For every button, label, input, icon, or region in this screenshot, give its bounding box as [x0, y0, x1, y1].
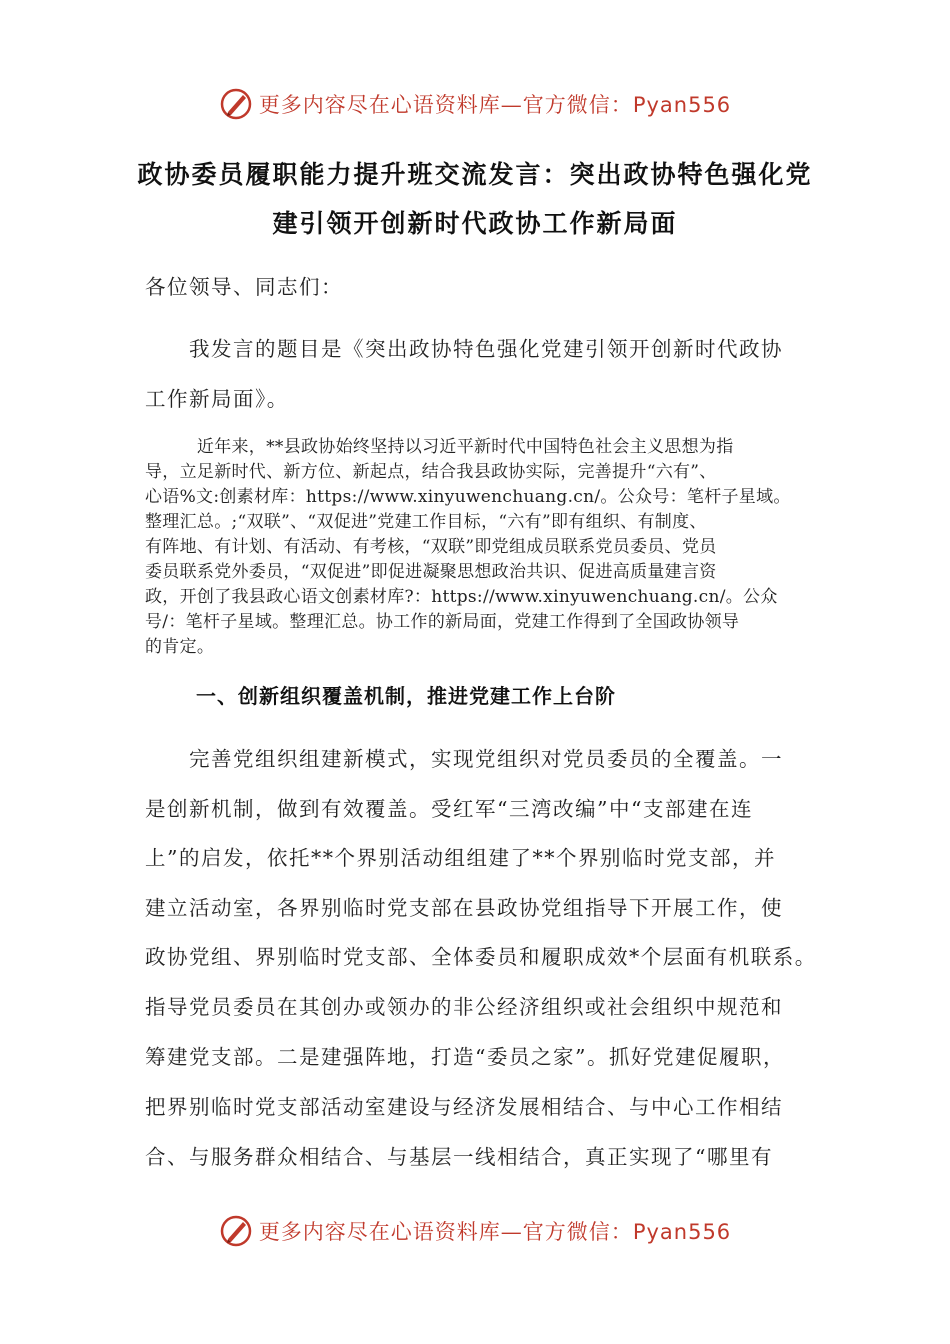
small-para-line: 政，开创了我县政心语文创素材库?：https://www.xinyuwenchuang.cn/。公众	[145, 587, 778, 607]
small-para-line: 委员联系党外委员，“双促进”即促进凝聚思想政治共识、促进高质量建言资	[145, 562, 717, 582]
doc-title-line-1: 政协委员履职能力提升班交流发言：突出政协特色强化党	[137, 160, 813, 189]
body-line: 合、与服务群众相结合、与基层一线相结合，真正实现了“哪里有	[145, 1145, 773, 1169]
footer-banner	[0, 1211, 950, 1251]
small-para-line: 有阵地、有计划、有活动、有考核，“双联”即党组成员联系党员委员、党员	[145, 537, 717, 557]
header-banner	[0, 84, 950, 124]
banner-text: 更多内容尽在心语资料库—官方微信：Pyan556	[258, 1220, 732, 1244]
small-para-line: 的肯定。	[145, 637, 215, 657]
body-line: 把界别临时党支部活动室建设与经济发展相结合、与中心工作相结	[145, 1095, 783, 1119]
banner-wechat-id: Pyan556	[632, 93, 732, 117]
body-line: 是创新机制，做到有效覆盖。受红军“三湾改编”中“支部建在连	[145, 797, 753, 821]
body-line: 上”的启发，依托**个界别活动组组建了**个界别临时党支部，并	[145, 846, 776, 870]
pen-logo-icon	[219, 87, 253, 121]
section-heading-1: 一、创新组织覆盖机制，推进党建工作上台阶	[196, 684, 616, 708]
banner-text: 更多内容尽在心语资料库—官方微信：Pyan556	[258, 93, 732, 117]
small-para-line: 近年来，**县政协始终坚持以习近平新时代中国特色社会主义思想为指	[145, 437, 734, 457]
small-para-line: 号/：笔杆子星域。整理汇总。协工作的新局面，党建工作得到了全国政协领导	[145, 612, 740, 632]
intro-line-2: 工作新局面》。	[145, 387, 289, 411]
pen-logo-icon	[219, 1214, 253, 1248]
body-line: 政协党组、界别临时党支部、全体委员和履职成效*个层面有机联系。	[145, 945, 817, 969]
small-para-line: 导，立足新时代、新方位、新起点，结合我县政协实际，完善提升“六有”、	[145, 462, 717, 482]
small-para-line: 整理汇总。;“双联”、“双促进”党建工作目标，“六有”即有组织、有制度、	[145, 512, 707, 532]
doc-title-line-2: 建引领开创新时代政协工作新局面	[272, 209, 678, 238]
salutation: 各位领导、同志们：	[145, 275, 343, 299]
body-line: 筹建党支部。二是建强阵地，打造“委员之家”。抓好党建促履职，	[145, 1045, 785, 1069]
small-para-line: 心语%文:创素材库：https://www.xinyuwenchuang.cn/。公众号：笔杆子星域。	[145, 487, 791, 507]
intro-line-1: 我发言的题目是《突出政协特色强化党建引领开创新时代政协	[145, 337, 783, 361]
body-line: 建立活动室，各界别临时党支部在县政协党组指导下开展工作，使	[145, 896, 783, 920]
banner-wechat-id: Pyan556	[632, 1220, 732, 1244]
body-line: 完善党组织组建新模式，实现党组织对党员委员的全覆盖。一	[145, 747, 783, 771]
body-line: 指导党员委员在其创办或领办的非公经济组织或社会组织中规范和	[145, 995, 783, 1019]
